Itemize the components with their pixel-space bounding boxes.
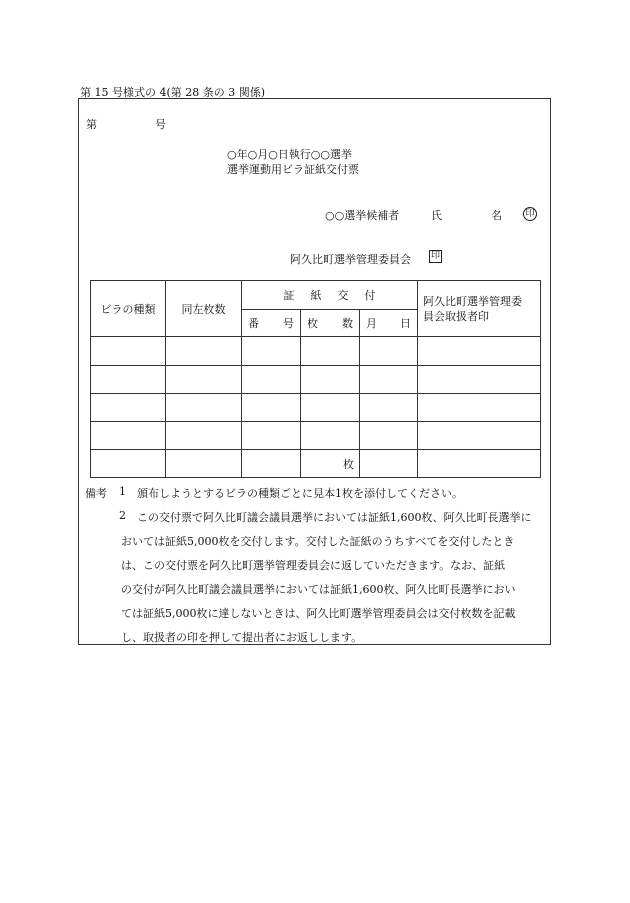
note-2-line: し、取扱者の印を押して提出者にお返しします。	[121, 631, 363, 644]
header-officer-seal-line1: 阿久比町選挙管理委	[423, 294, 522, 308]
header-officer-seal-line2: 員会取扱者印	[423, 309, 489, 323]
table-cell[interactable]	[418, 450, 541, 478]
header-stamp-char: 交	[337, 289, 349, 302]
number-prefix: 第	[86, 118, 97, 131]
committee-seal-icon: 印	[431, 251, 441, 261]
note-1-text: 頒布しようとするビラの種類ごとに見本1枚を添付してください。	[137, 487, 463, 500]
header-stamp-char: 付	[364, 289, 376, 302]
table-row	[91, 337, 541, 366]
table-cell[interactable]	[301, 422, 360, 450]
table-cell[interactable]	[91, 450, 166, 478]
table-cell[interactable]	[242, 366, 301, 394]
table-row	[91, 394, 541, 422]
note-2-number: 2	[119, 509, 126, 522]
note-2-line: は、この交付票を阿久比町選挙管理委員会に返していただきます。なお、証紙	[121, 559, 506, 572]
note-2-line: おいては証紙5,000枚を交付します。交付した証紙のうちすべてを交付したとき	[121, 535, 515, 548]
table-row	[91, 366, 541, 394]
subheader-char: 号	[283, 317, 294, 330]
issuance-table	[90, 280, 541, 478]
table-cell[interactable]	[91, 422, 166, 450]
table-row	[91, 422, 541, 450]
note-2-line: ては証紙5,000枚に達しないときは、阿久比町選挙管理委員会は交付枚数を記載	[121, 607, 516, 620]
table-cell[interactable]	[418, 422, 541, 450]
form-label: 第 15 号様式の 4(第 28 条の 3 関係)	[80, 86, 266, 99]
table-cell[interactable]	[242, 337, 301, 366]
subheader-char: 枚	[307, 317, 318, 330]
subheader-char: 日	[400, 317, 411, 330]
candidate-label: ○○選挙候補者	[325, 209, 400, 222]
table-cell[interactable]	[360, 450, 418, 478]
table-cell[interactable]	[360, 366, 418, 394]
header-bill-type: ビラの種類	[91, 281, 166, 337]
table-cell[interactable]	[301, 394, 360, 422]
table-cell[interactable]	[418, 394, 541, 422]
table-cell[interactable]	[166, 394, 242, 422]
table-cell[interactable]	[242, 394, 301, 422]
note-2-line: の交付が阿久比町議会議員選挙においては証紙1,600枚、阿久比町長選挙におい	[121, 583, 516, 596]
table-cell[interactable]	[242, 450, 301, 478]
table-cell[interactable]	[360, 422, 418, 450]
subheader-sheets	[301, 310, 360, 337]
total-unit-label: 枚	[343, 457, 354, 471]
subheader-number	[242, 310, 301, 337]
subheader-date	[360, 310, 418, 337]
table-cell[interactable]	[166, 450, 242, 478]
subheader-char: 番	[248, 317, 259, 330]
table-cell[interactable]	[166, 422, 242, 450]
subheader-char: 数	[342, 317, 353, 330]
header-officer-seal	[418, 281, 541, 337]
number-suffix: 号	[155, 118, 166, 131]
form-title: 選挙運動用ビラ証紙交付票	[227, 163, 359, 176]
note-2-line: この交付票で阿久比町議会議員選挙においては証紙1,600枚、阿久比町長選挙に	[137, 511, 532, 524]
candidate-seal-icon: 印	[523, 207, 537, 221]
table-row-total	[91, 450, 541, 478]
candidate-name-shi: 氏	[431, 209, 442, 222]
table-cell[interactable]	[91, 337, 166, 366]
form-frame	[78, 98, 551, 645]
table-cell[interactable]	[418, 366, 541, 394]
notes-label: 備考	[85, 487, 107, 500]
table-cell[interactable]	[91, 394, 166, 422]
table-cell[interactable]	[301, 366, 360, 394]
table-cell-total-sheets[interactable]	[301, 450, 360, 478]
table-cell[interactable]	[91, 366, 166, 394]
note-1-number: 1	[119, 485, 126, 498]
header-stamp-char: 紙	[310, 289, 322, 302]
table-cell[interactable]	[166, 337, 242, 366]
table-cell[interactable]	[242, 422, 301, 450]
table-cell[interactable]	[166, 366, 242, 394]
election-date-line: ○年○月○日執行○○選挙	[227, 148, 352, 161]
header-stamp-issue	[242, 281, 418, 310]
table-cell[interactable]	[360, 394, 418, 422]
header-count: 同左枚数	[166, 281, 242, 337]
table-cell[interactable]	[301, 337, 360, 366]
candidate-name-mei: 名	[491, 209, 502, 222]
table-cell[interactable]	[360, 337, 418, 366]
header-stamp-char: 証	[283, 289, 295, 302]
committee-label: 阿久比町選挙管理委員会	[290, 253, 411, 266]
table-cell[interactable]	[418, 337, 541, 366]
subheader-char: 月	[366, 317, 377, 330]
